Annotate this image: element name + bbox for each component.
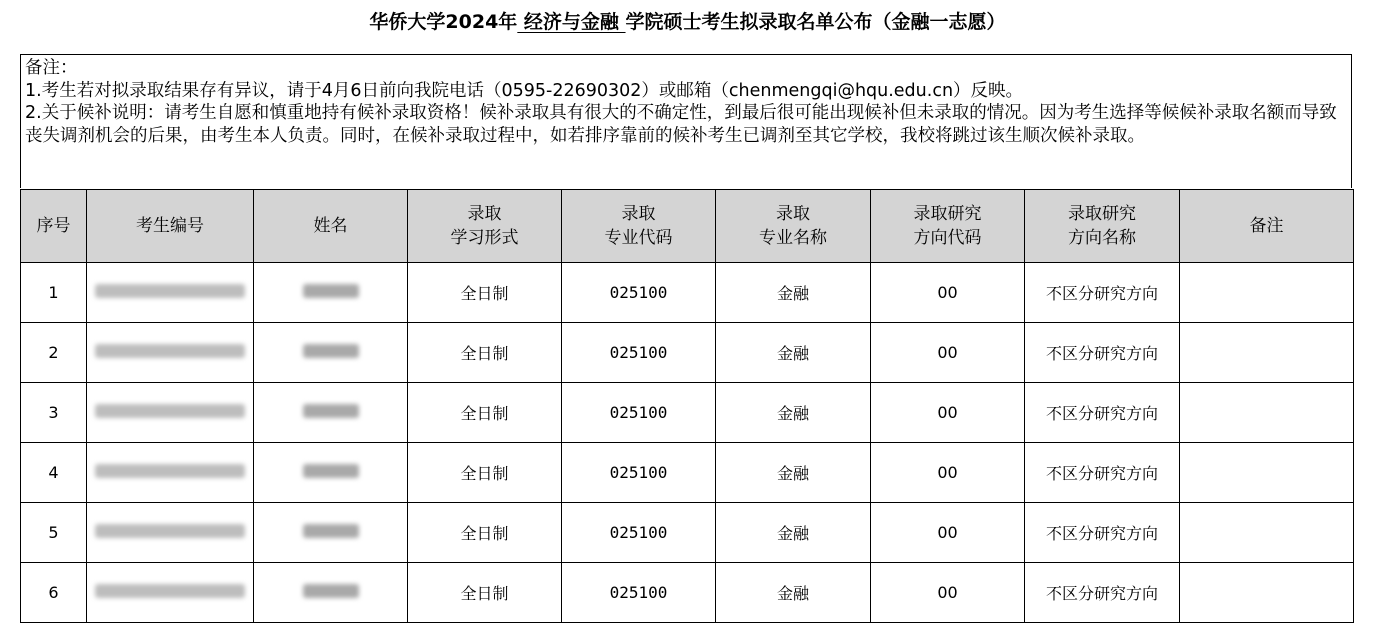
cell-major-name: 金融: [716, 383, 871, 443]
admission-table: [20, 189, 1354, 623]
cell-direction-code: 00: [871, 503, 1025, 563]
cell-study-mode: 全日制: [408, 263, 562, 323]
cell-study-mode: 全日制: [408, 323, 562, 383]
cell-direction-name: 不区分研究方向: [1025, 263, 1180, 323]
col-header-name: 姓名: [254, 190, 408, 263]
cell-name-redacted: [254, 383, 408, 443]
cell-direction-code: 00: [871, 443, 1025, 503]
table-row: [21, 503, 1354, 563]
redacted-mask: [303, 344, 359, 358]
title-suffix: 学院硕士考生拟录取名单公布（金融一志愿）: [625, 11, 1006, 33]
redacted-mask: [95, 524, 245, 538]
cell-major-name: 金融: [716, 563, 871, 623]
cell-major-code: 025100: [562, 263, 716, 323]
col-header-major-name: 录取 专业名称: [716, 190, 871, 263]
table-row: [21, 563, 1354, 623]
cell-no: 3: [21, 383, 87, 443]
cell-major-code: 025100: [562, 323, 716, 383]
cell-direction-code: 00: [871, 263, 1025, 323]
cell-candidate-id-redacted: [87, 383, 254, 443]
page-title: [0, 7, 1375, 37]
table-header-row: [21, 190, 1354, 263]
redacted-mask: [95, 464, 245, 478]
col-header-direction-code: 录取研究 方向代码: [871, 190, 1025, 263]
cell-direction-code: 00: [871, 323, 1025, 383]
cell-study-mode: 全日制: [408, 443, 562, 503]
cell-major-code: 025100: [562, 503, 716, 563]
cell-major-name: 金融: [716, 503, 871, 563]
cell-major-name: 金融: [716, 263, 871, 323]
cell-direction-name: 不区分研究方向: [1025, 383, 1180, 443]
cell-remark: [1180, 503, 1354, 563]
cell-direction-name: 不区分研究方向: [1025, 323, 1180, 383]
cell-direction-name: 不区分研究方向: [1025, 563, 1180, 623]
redacted-mask: [95, 284, 245, 298]
col-header-candidate-id: 考生编号: [87, 190, 254, 263]
cell-direction-name: 不区分研究方向: [1025, 503, 1180, 563]
cell-name-redacted: [254, 323, 408, 383]
cell-remark: [1180, 323, 1354, 383]
cell-name-redacted: [254, 563, 408, 623]
col-header-direction-name: 录取研究 方向名称: [1025, 190, 1180, 263]
notes-box: 备注： 1.考生若对拟录取结果存有异议，请于4月6日前向我院电话（0595-22690302）或邮箱（chenmengqi@hqu.edu.cn）反映。 2.关于候补说明：请考生自愿和慎重地持有候补录取资格！候补录取具有很大的不确定性，到最后很可能出现候补但未录取的情况。因为考生选择等候候补录取名额而导致丧失调剂机会的后果，由考生本人负责。同时，在候补录取过程中，如若排序靠前的候补考生已调剂至其它学校，我校将跳过该生顺次候补录取。: [20, 54, 1352, 188]
table-row: [21, 383, 1354, 443]
col-header-major-code: 录取 专业代码: [562, 190, 716, 263]
redacted-mask: [303, 284, 359, 298]
title-prefix: 华侨大学2024年: [369, 11, 518, 33]
cell-name-redacted: [254, 263, 408, 323]
cell-direction-name: 不区分研究方向: [1025, 443, 1180, 503]
col-header-no: 序号: [21, 190, 87, 263]
cell-no: 5: [21, 503, 87, 563]
redacted-mask: [303, 464, 359, 478]
col-header-study-mode: 录取 学习形式: [408, 190, 562, 263]
cell-remark: [1180, 263, 1354, 323]
redacted-mask: [95, 344, 245, 358]
cell-remark: [1180, 383, 1354, 443]
cell-major-code: 025100: [562, 563, 716, 623]
cell-candidate-id-redacted: [87, 563, 254, 623]
redacted-mask: [95, 584, 245, 598]
table-row: [21, 263, 1354, 323]
cell-study-mode: 全日制: [408, 563, 562, 623]
cell-name-redacted: [254, 503, 408, 563]
cell-direction-code: 00: [871, 563, 1025, 623]
cell-study-mode: 全日制: [408, 383, 562, 443]
cell-major-code: 025100: [562, 443, 716, 503]
cell-candidate-id-redacted: [87, 323, 254, 383]
cell-no: 4: [21, 443, 87, 503]
redacted-mask: [95, 404, 245, 418]
title-school: 经济与金融: [517, 11, 626, 33]
cell-study-mode: 全日制: [408, 503, 562, 563]
cell-direction-code: 00: [871, 383, 1025, 443]
redacted-mask: [303, 524, 359, 538]
cell-remark: [1180, 563, 1354, 623]
col-header-remark: 备注: [1180, 190, 1354, 263]
cell-no: 2: [21, 323, 87, 383]
cell-major-code: 025100: [562, 383, 716, 443]
cell-candidate-id-redacted: [87, 443, 254, 503]
cell-no: 6: [21, 563, 87, 623]
cell-candidate-id-redacted: [87, 503, 254, 563]
cell-major-name: 金融: [716, 443, 871, 503]
cell-no: 1: [21, 263, 87, 323]
cell-name-redacted: [254, 443, 408, 503]
cell-remark: [1180, 443, 1354, 503]
table-row: [21, 443, 1354, 503]
redacted-mask: [303, 584, 359, 598]
table-row: [21, 323, 1354, 383]
cell-candidate-id-redacted: [87, 263, 254, 323]
cell-major-name: 金融: [716, 323, 871, 383]
redacted-mask: [303, 404, 359, 418]
